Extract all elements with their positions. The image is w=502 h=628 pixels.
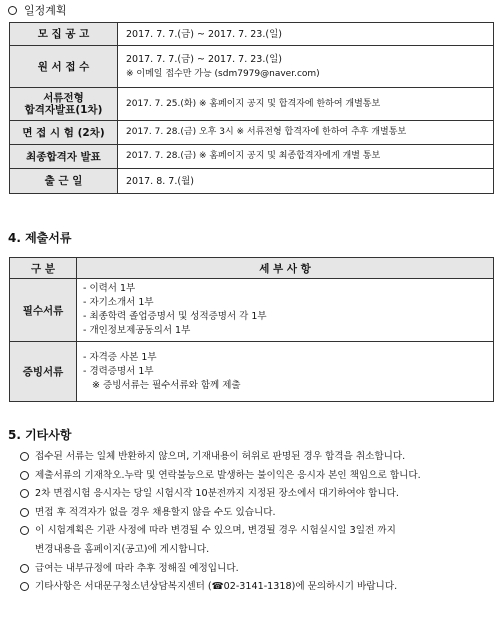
row-value	[118, 46, 494, 88]
documents-title: 4. 제출서류	[8, 231, 72, 245]
header-details: 세 부 사 항	[77, 258, 494, 279]
schedule-heading	[8, 2, 67, 18]
documents-header-row	[10, 258, 494, 279]
list-item: - 자기소개서 1부	[83, 297, 154, 308]
schedule-row-start-date	[10, 169, 494, 194]
misc-list	[20, 448, 500, 597]
item-text: 2차 면접시험 응시자는 당일 시험시작 10분전까지 지정된 장소에서 대기하여야 합니다.	[35, 488, 399, 500]
documents-table	[9, 257, 494, 402]
item-text: 기타사항은 서대문구청소년상담복지센터 (☎02-3141-1318)에 문의하시기 바랍니다.	[35, 581, 398, 593]
list-item: ※ 증빙서류는 필수서류와 함께 제출	[83, 379, 241, 391]
value-line: 2017. 8. 7.(월)	[126, 175, 194, 187]
documents-row-proof	[10, 342, 494, 402]
row-label: 최종합격자 발표	[10, 145, 118, 169]
row-items	[77, 279, 494, 342]
list-item	[20, 485, 500, 504]
row-value	[118, 88, 494, 121]
list-item: - 최종학력 졸업증명서 및 성적증명서 각 1부	[83, 311, 267, 322]
schedule-row-final-result	[10, 145, 494, 169]
row-label: 원 서 접 수	[10, 46, 118, 88]
list-item	[20, 578, 500, 597]
circle-bullet-icon	[8, 6, 17, 15]
item-continuation: 변경내용을 홈페이지(공고)에 게시합니다.	[35, 543, 210, 555]
misc-title: 5. 기타사항	[8, 428, 72, 442]
row-label: 필수서류	[10, 279, 77, 342]
schedule-row-interview	[10, 121, 494, 145]
value-line: 2017. 7. 28.(금) 오후 3시 ※ 서류전형 합격자에 한하여 추후 개별통보	[126, 127, 407, 137]
schedule-heading-text: 일정계획	[24, 4, 67, 17]
list-item: - 자격증 사본 1부	[83, 351, 157, 363]
value-line: 2017. 7. 7.(금) ~ 2017. 7. 23.(일)	[126, 53, 282, 65]
documents-row-required	[10, 279, 494, 342]
circle-bullet-icon	[20, 452, 29, 461]
header-category: 구 분	[10, 258, 77, 279]
schedule-table	[9, 22, 494, 194]
row-label: 출 근 일	[10, 169, 118, 194]
item-text: 면접 후 적격자가 없을 경우 채용할지 않을 수도 있습니다.	[35, 506, 276, 518]
row-items	[77, 342, 494, 402]
row-value	[118, 121, 494, 145]
row-label: 모 집 공 고	[10, 23, 118, 46]
item-text: 접수된 서류는 일체 반환하지 않으며, 기재내용이 허위로 판명된 경우 합격을 취소합니다.	[35, 451, 406, 462]
row-label: 면 접 시 험 (2차)	[10, 121, 118, 145]
circle-bullet-icon	[20, 471, 29, 480]
circle-bullet-icon	[20, 526, 29, 535]
schedule-row-document-result	[10, 88, 494, 121]
list-item	[20, 467, 500, 486]
value-line: 2017. 7. 7.(금) ~ 2017. 7. 23.(일)	[126, 28, 282, 40]
item-text: 이 시험계획은 기관 사정에 따라 변경될 수 있으며, 변경될 경우 시험실시일 3일전 까지	[35, 525, 396, 537]
list-item	[20, 560, 500, 579]
schedule-row-application	[10, 46, 494, 88]
schedule-row-recruit-notice	[10, 23, 494, 46]
item-text: 급여는 내부규정에 따라 추후 정해질 예정입니다.	[35, 562, 239, 574]
circle-bullet-icon	[20, 582, 29, 591]
list-item	[20, 522, 500, 541]
item-text: 제출서류의 기재착오.누락 및 연락불능으로 발생하는 불이익은 응시자 본인 책임으로 합니다.	[35, 469, 421, 481]
row-label: 서류전형 합격자발표(1차)	[10, 88, 118, 121]
list-item	[20, 504, 500, 523]
circle-bullet-icon	[20, 564, 29, 573]
list-item: - 이력서 1부	[83, 283, 136, 294]
value-line: 2017. 7. 28.(금) ※ 홈페이지 공지 및 최종합격자에게 개별 통보	[126, 151, 381, 161]
list-item	[20, 448, 500, 467]
value-line: 2017. 7. 25.(화) ※ 홈페이지 공지 및 합격자에 한하여 개별통보	[126, 98, 381, 109]
row-value	[118, 145, 494, 169]
value-line: ※ 이메일 접수만 가능 (sdm7979@naver.com)	[126, 68, 320, 79]
row-value	[118, 169, 494, 194]
list-item: - 경력증명서 1부	[83, 365, 154, 377]
row-label: 증빙서류	[10, 342, 77, 402]
circle-bullet-icon	[20, 508, 29, 517]
row-value	[118, 23, 494, 46]
list-item: - 개인정보제공동의서 1부	[83, 325, 191, 336]
circle-bullet-icon	[20, 489, 29, 498]
